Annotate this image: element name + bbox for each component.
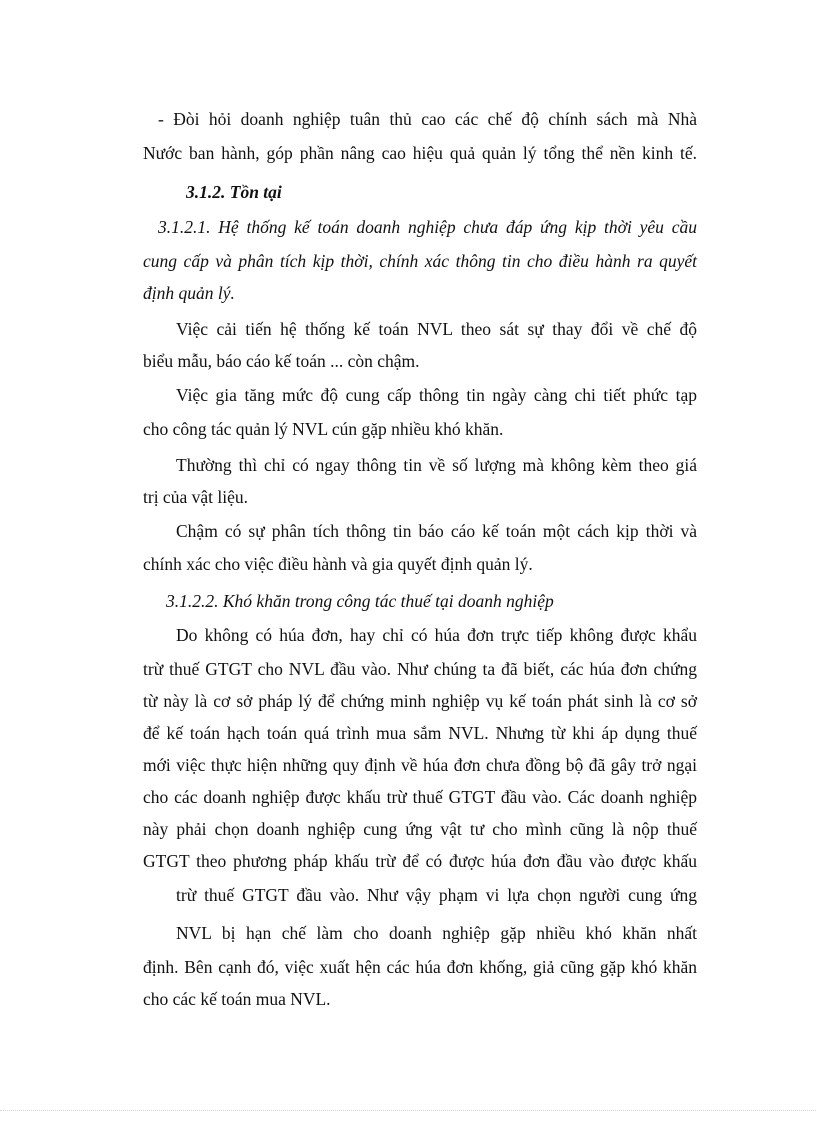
paragraph-tax-line-2: trừ thuế GTGT cho NVL đầu vào. Như chúng ta đã biết, các húa đơn chứng [143, 659, 697, 679]
paragraph-slow-line-1: Chậm có sự phân tích thông tin báo cáo kế toán một cách kịp thời và [176, 521, 697, 541]
intro-line-1: - Đòi hỏi doanh nghiệp tuân thủ cao các chế độ chính sách mà Nhà [158, 109, 697, 129]
intro-line-2: Nước ban hành, góp phần nâng cao hiệu quả quản lý tổng thể nền kinh tế. [143, 143, 697, 163]
paragraph-tax-line-6: cho các doanh nghiệp được khấu trừ thuế GTGT đầu vào. Các doanh nghiệp [143, 787, 697, 807]
paragraph-increase-line-1: Việc gia tăng mức độ cung cấp thông tin ngày càng chi tiết phức tạp [176, 385, 697, 405]
subheading-3-1-2-1-line-1: 3.1.2.1. Hệ thống kế toán doanh nghiệp chưa đáp ứng kịp thời yêu cầu [158, 217, 697, 237]
paragraph-quantity-line-2: trị của vật liệu. [143, 487, 248, 507]
subheading-3-1-2-1-line-2: cung cấp và phân tích kịp thời, chính xác thông tin cho điều hành ra quyết [143, 251, 697, 271]
page-bottom-rule [0, 1110, 816, 1111]
paragraph-tax-line-5: mới việc thực hiện những quy định về húa đơn chưa đồng bộ đã gây trở ngại [143, 755, 697, 775]
paragraph-tax-line-11: định. Bên cạnh đó, việc xuất hện các húa đơn khống, giả cũng gặp khó khăn [143, 957, 697, 977]
paragraph-tax-line-4: để kế toán hạch toán quá trình mua sắm NVL. Nhưng từ khi áp dụng thuế [143, 723, 697, 743]
paragraph-tax-line-12: cho các kế toán mua NVL. [143, 989, 331, 1009]
section-heading-3-1-2: 3.1.2. Tồn tại [186, 182, 282, 202]
paragraph-improve-line-2: biểu mẫu, báo cáo kế toán ... còn chậm. [143, 351, 420, 371]
subheading-3-1-2-1-line-3: định quản lý. [143, 283, 235, 303]
subheading-3-1-2-2: 3.1.2.2. Khó khăn trong công tác thuế tại doanh nghiệp [166, 591, 554, 611]
paragraph-tax-line-9: trừ thuế GTGT đầu vào. Như vậy phạm vi lựa chọn người cung ứng [176, 885, 697, 905]
paragraph-tax-line-8: GTGT theo phương pháp khấu trừ để có được húa đơn đầu vào được khấu [143, 851, 697, 871]
paragraph-improve-line-1: Việc cải tiến hệ thống kế toán NVL theo sát sự thay đổi về chế độ [176, 319, 697, 339]
paragraph-increase-line-2: cho công tác quản lý NVL cún gặp nhiều khó khăn. [143, 419, 504, 439]
paragraph-tax-line-3: từ này là cơ sở pháp lý để chứng minh nghiệp vụ kế toán phát sinh là cơ sở [143, 691, 697, 711]
paragraph-tax-line-1: Do không có húa đơn, hay chỉ có húa đơn trực tiếp không được khẩu [176, 625, 697, 645]
paragraph-tax-line-10: NVL bị hạn chế làm cho doanh nghiệp gặp nhiều khó khăn nhất [176, 923, 697, 943]
paragraph-slow-line-2: chính xác cho việc điều hành và gia quyết định quản lý. [143, 554, 533, 574]
paragraph-tax-line-7: này phải chọn doanh nghiệp cung ứng vật tư cho mình cũng là nộp thuế [143, 819, 697, 839]
paragraph-quantity-line-1: Thường thì chỉ có ngay thông tin về số lượng mà không kèm theo giá [176, 455, 697, 475]
